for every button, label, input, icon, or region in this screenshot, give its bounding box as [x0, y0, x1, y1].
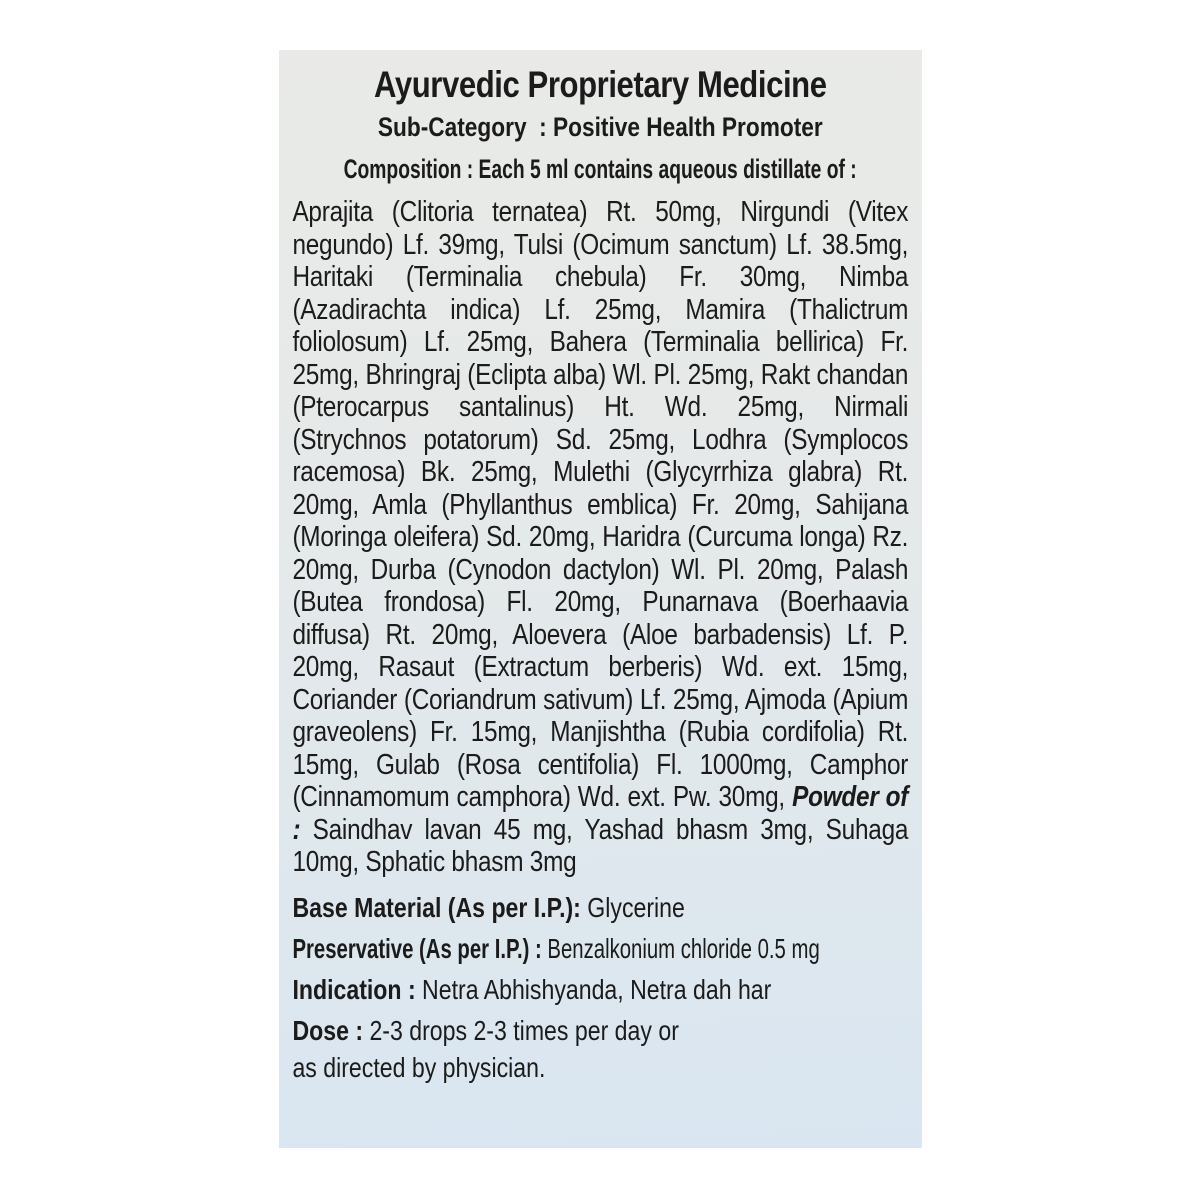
indication-label: Indication : [292, 973, 416, 1005]
dose-line [292, 1014, 908, 1048]
composition-paragraph [292, 196, 908, 879]
dose-label: Dose : [292, 1014, 364, 1046]
indication-value: Netra Abhishyanda, Netra dah har [415, 973, 772, 1005]
preservative-value: Benzalkonium chloride 0.5 mg [541, 932, 820, 964]
preservative-label: Preservative (As per I.P.) : [292, 932, 542, 964]
label-panel [279, 50, 922, 1148]
composition-powders: Saindhav lavan 45 mg, Yashad bhasm 3mg, Suhaga 10mg, Sphatic bhasm 3mg [292, 813, 909, 878]
base-material-line [292, 891, 908, 925]
composition-heading-text: Composition : Each 5 ml contains aqueous distillate of : [343, 154, 857, 184]
composition-heading [292, 152, 908, 186]
dose-value: 2-3 drops 2-3 times per day or [363, 1014, 679, 1046]
powder-of-label: Powder of : [292, 781, 909, 846]
base-material-label: Base Material (As per I.P.): [292, 891, 581, 923]
preservative-line [292, 932, 834, 966]
dose-value-continuation: as directed by physician. [292, 1051, 546, 1083]
base-material-value: Glycerine [580, 891, 685, 923]
info-section [292, 891, 908, 1085]
indication-line [292, 973, 908, 1007]
sub-category-line: Sub-Category : Positive Health Promoter [377, 112, 823, 142]
composition-aqueous-distillates: Aprajita (Clitoria ternatea) Rt. 50mg, Nirgundi (Vitex negundo) Lf. 39mg, Tulsi (Ocimum sanctum) Lf. 38.5mg, Haritaki (Terminalia chebula) Fr. 30mg, Nimba (Azadirachta indica) Lf. 25mg, Mamira (Thalictrum foliolosum) Lf. 25mg, Bahera (Terminalia bellirica) Fr. 25mg, Bhringraj (Eclipta alba) Wl. Pl. 25mg, Rakt chandan (Pterocarpus santalinus) Ht. Wd. 25mg, Nirmali (Strychnos potatorum) Sd. 25mg, Lodhra (Symplocos racemosa) Bk. 25mg, Mulethi (Glycyrrhiza glabra) Rt. 20mg, Amla (Phyllanthus emblica) Fr. 20mg, Sahijana (Moringa oleifera) Sd. 20mg, Haridra (Curcuma longa) Rz. 20mg, Durba (Cynodon dactylon) Wl. Pl. 20mg, Palash (Butea frondosa) Fl. 20mg, Punarnava (Boerhaavia diffusa) Rt. 20mg, Aloevera (Aloe barbadensis) Lf. P. 20mg, Rasaut (Extractum berberis) Wd. ext. 15mg, Coriander (Coriandrum sativum) Lf. 25mg, Ajmoda (Apium graveolens) Fr. 15mg, Manjishtha (Rubia cordifolia) Rt. 15mg, Gulab (Rosa centifolia) Fl. 1000mg, Camphor (Cinnamomum camphora) Wd. ext. Pw. 30mg, [292, 196, 909, 813]
product-category-title: Ayurvedic Proprietary Medicine [373, 64, 827, 105]
label-content [279, 50, 922, 1085]
